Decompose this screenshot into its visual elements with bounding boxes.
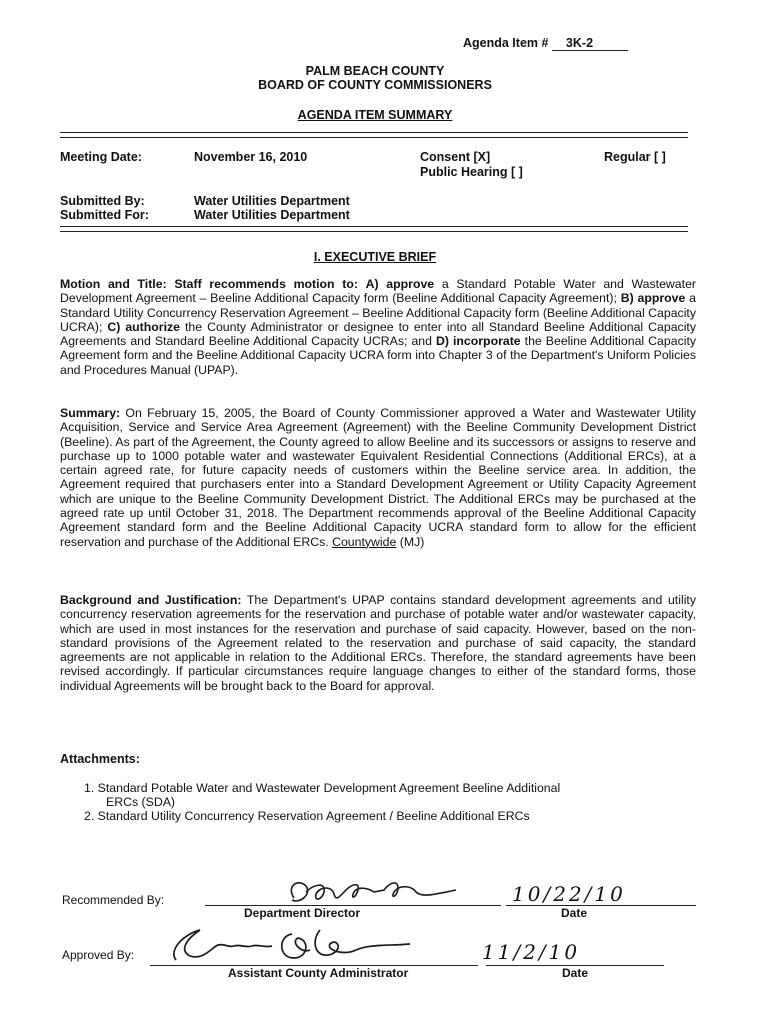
- agenda-item-value: 3K-2: [552, 36, 628, 51]
- approved-by-label: Approved By:: [62, 948, 135, 962]
- section-title: [0, 250, 750, 264]
- recommended-title: Department Director: [244, 906, 361, 920]
- attachments-heading: Attachments:: [60, 752, 140, 766]
- top-divider: [60, 132, 688, 138]
- recommended-signature: [280, 876, 470, 910]
- regular-checkbox: Regular [ ]: [604, 150, 666, 164]
- approved-date-label: Date: [562, 966, 589, 980]
- submitted-for-label: Submitted For:: [60, 208, 149, 222]
- submitted-by-label: Submitted By:: [60, 194, 145, 208]
- motion-paragraph: [60, 277, 696, 377]
- background-paragraph: [60, 593, 696, 693]
- bottom-divider: [60, 226, 688, 232]
- submitted-for-value: Water Utilities Department: [194, 208, 350, 222]
- motion-d-label: D) incorporate: [436, 334, 521, 349]
- approved-date-value: 11/2/10: [482, 940, 581, 964]
- public-hearing-checkbox: Public Hearing [ ]: [420, 165, 523, 179]
- attachment-item-1: 1. Standard Potable Water and Wastewater Development Agreement Beeline Additional: [84, 781, 561, 795]
- consent-checkbox: Consent [X]: [420, 150, 491, 164]
- recommended-date-label: Date: [561, 906, 588, 920]
- recommended-by-label: Recommended By:: [62, 893, 165, 907]
- county-name: PALM BEACH COUNTY: [305, 64, 445, 78]
- meeting-date-value: November 16, 2010: [194, 150, 308, 164]
- motion-c-label: C) authorize: [107, 319, 180, 334]
- motion-a-label: A) approve: [365, 277, 435, 291]
- motion-heading: Motion and Title:: [60, 277, 167, 291]
- approved-signature: [160, 920, 430, 968]
- motion-a-text: a Standard Potable Water and Wastewater Development Agreement – Beeline Additional Capacity form (Beeline Additional Capacity Agreement);: [60, 277, 696, 306]
- motion-b-text: a Standard Utility Concurrency Reservation Agreement – Beeline Additional Capacity form (Beeline Additional Capacity UCRA);: [60, 291, 696, 334]
- submitted-by-value: Water Utilities Department: [194, 194, 350, 208]
- recommended-date-value: 10/22/10: [512, 882, 626, 906]
- background-heading: Background and Justification:: [60, 593, 242, 607]
- agenda-item-number: [463, 36, 628, 51]
- summary-initials: (MJ): [399, 534, 425, 549]
- motion-b-label: B) approve: [620, 291, 686, 306]
- motion-lead: Staff recommends motion to:: [174, 277, 358, 291]
- attachment-item-2: 2. Standard Utility Concurrency Reservation Agreement / Beeline Additional ERCs: [84, 809, 530, 823]
- summary-paragraph: [60, 406, 696, 549]
- section-title-text: I. EXECUTIVE BRIEF: [313, 250, 437, 264]
- countywide-label: Countywide: [332, 534, 397, 549]
- approved-title: Assistant County Administrator: [228, 966, 409, 980]
- board-name: BOARD OF COUNTY COMMISSIONERS: [258, 78, 492, 92]
- summary-heading: Summary:: [60, 406, 121, 420]
- summary-text: On February 15, 2005, the Board of County Commissioner approved a Water and Wastewater Utility Acquisition, Service and Service Area Agreement (Agreement) with the Beeline Community Development District (Beeline). As part of the Agreement, the County agreed to allow Beeline and its successors or assigns to reserve and purchase up to 1000 potable water and wastewater Equivalent Residential Connections (Additional ERCs), at a certain agreed rate, for future capacity needs of customers within the Beeline service area. In addition, the Agreement required that purchasers enter into a Standard Development Agreement or Utility Capacity Agreement which are unique to the Beeline Community Development District. The Additional ERCs may be purchased at the agreed rate up until October 31, 2018. The Department recommends approval of the Beeline Additional Capacity Agreement standard form and the Beeline Additional Capacity UCRA standard form to allow for the efficient reservation and purchase of the Additional ERCs.: [60, 406, 696, 549]
- summary-title: AGENDA ITEM SUMMARY: [297, 108, 453, 122]
- attachment-item-1-cont: ERCs (SDA): [106, 795, 176, 809]
- motion-d-text: the Beeline Additional Capacity Agreement form and the Beeline Additional Capacity UCRA form into Chapter 3 of the Department's Uniform Policies and Procedures Manual (UPAP).: [60, 334, 697, 377]
- meeting-date-label: Meeting Date:: [60, 150, 142, 164]
- background-text: The Department's UPAP contains standard development agreements and utility concurrency reservation agreements for the reservation and purchase of potable water and/or wastewater capacity, which are used in most instances for the reservation and purchase of said capacity. However, based on the non-standard provisions of the Agreement related to the reservation and purchase of said capacity, the standard agreements are not applicable in relation to the Additional ERCs. Therefore, the standard agreements have been revised accordingly. If particular circumstances require language changes to either of the standard forms, those individual Agreements will be brought back to the Board for approval.: [60, 593, 696, 693]
- motion-c-text: the County Administrator or designee to enter into all Standard Beeline Additional Capacity Agreements and Standard Beeline Additional Capacity UCRAs; and: [60, 319, 696, 349]
- agenda-item-label: Agenda Item #: [463, 36, 549, 50]
